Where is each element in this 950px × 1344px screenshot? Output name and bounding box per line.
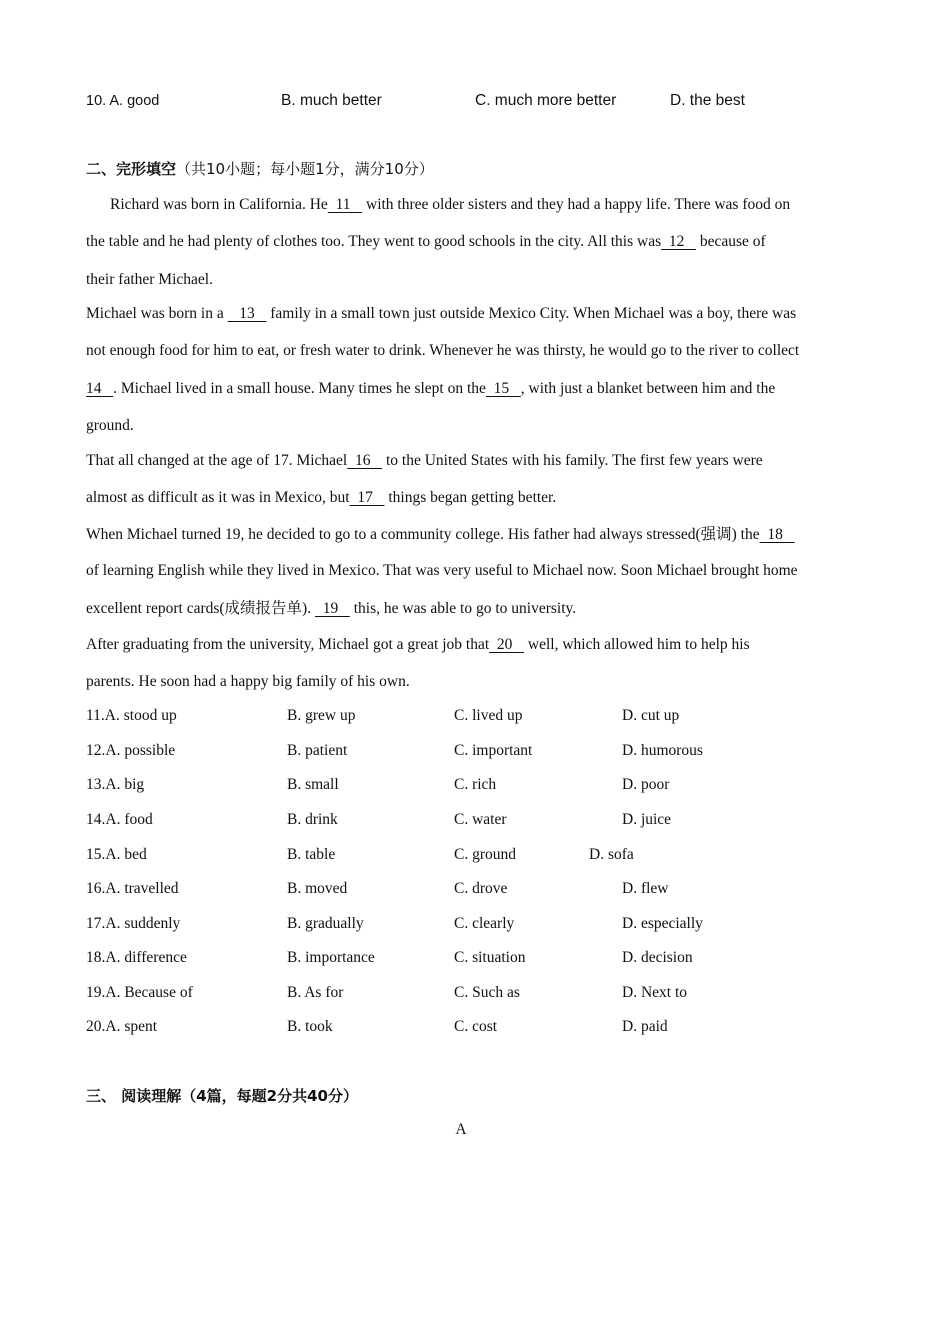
- blank-18: 18: [759, 526, 795, 543]
- q19-option-a: 19.A. Because of: [86, 984, 193, 1001]
- q11-option-b: B. grew up: [287, 707, 356, 724]
- q10-option-d: D. the best: [670, 92, 745, 109]
- q12-option-b: B. patient: [287, 742, 348, 759]
- passage-text: excellent report cards(成绩报告单).: [86, 600, 315, 617]
- passage-text: , with just a blanket between him and the: [520, 380, 776, 397]
- q13-option-c: C. rich: [454, 776, 497, 793]
- passage-label-a: A: [455, 1121, 467, 1138]
- q16-option-b: B. moved: [287, 880, 348, 897]
- passage-line: [86, 451, 763, 471]
- blank-17: 17: [349, 489, 385, 506]
- q13-option-a: 13.A. big: [86, 776, 145, 793]
- passage-line: not enough food for him to eat, or fresh water to drink. Whenever he was thirsty, he would go to the river to collect: [86, 342, 800, 359]
- passage-line: their father Michael.: [86, 271, 213, 288]
- blank-19: 19: [314, 600, 350, 617]
- passage-text: to the United States with his family. The first few years were: [382, 452, 763, 469]
- q10-option-a: 10. A. good: [86, 93, 160, 109]
- blank-16: 16: [347, 452, 383, 469]
- passage-text: When Michael turned 19, he decided to go to a community college. His father had always stressed(强调) the: [86, 526, 760, 543]
- blank-15: 15: [485, 380, 521, 397]
- passage-text: After graduating from the university, Michael got a great job that: [86, 636, 490, 653]
- section2-note: （共10小题；每小题1分，满分10分）: [176, 160, 434, 178]
- q16-option-a: 16.A. travelled: [86, 880, 179, 897]
- q11-option-c: C. lived up: [454, 707, 523, 724]
- passage-text: Richard was born in California. He: [110, 196, 328, 213]
- section2-heading: [86, 159, 434, 179]
- passage-line: [86, 635, 750, 655]
- q16-option-c: C. drove: [454, 880, 508, 897]
- passage-line: parents. He soon had a happy big family of his own.: [86, 673, 410, 690]
- passage-text: with three older sisters and they had a happy life. There was food on: [362, 196, 791, 213]
- q19-option-d: D. Next to: [622, 984, 688, 1001]
- passage-text: well, which allowed him to help his: [524, 636, 750, 653]
- passage-text: Michael was born in a: [86, 305, 228, 322]
- q19-option-c: C. Such as: [454, 984, 520, 1001]
- blank-12: 12: [661, 233, 696, 250]
- blank-11: 11: [327, 196, 363, 213]
- passage-line: [86, 525, 795, 545]
- q10-option-c: C. much more better: [475, 92, 617, 109]
- blank-20: 20: [489, 636, 525, 653]
- q12-option-d: D. humorous: [622, 742, 703, 759]
- q18-option-b: B. importance: [287, 949, 375, 966]
- q20-option-c: C. cost: [454, 1018, 498, 1035]
- passage-line: [86, 599, 576, 619]
- passage-text: family in a small town just outside Mexico City. When Michael was a boy, there was: [266, 305, 797, 322]
- passage-line: [86, 232, 766, 252]
- q17-option-c: C. clearly: [454, 915, 515, 932]
- q17-option-a: 17.A. suddenly: [86, 915, 181, 932]
- q10-option-b: B. much better: [281, 92, 382, 109]
- passage-line: [86, 488, 556, 508]
- q18-option-d: D. decision: [622, 949, 693, 966]
- q13-option-b: B. small: [287, 776, 339, 793]
- passage-line: [86, 379, 775, 399]
- passage-text: almost as difficult as it was in Mexico, but: [86, 489, 350, 506]
- q15-option-c: C. ground: [454, 846, 516, 863]
- q18-option-c: C. situation: [454, 949, 526, 966]
- q20-option-d: D. paid: [622, 1018, 668, 1035]
- blank-13: 13: [227, 305, 267, 322]
- passage-line: ground.: [86, 417, 134, 434]
- q12-option-c: C. important: [454, 742, 533, 759]
- passage-text: . Michael lived in a small house. Many times he slept on the: [113, 380, 486, 397]
- q19-option-b: B. As for: [287, 984, 344, 1001]
- q16-option-d: D. flew: [622, 880, 669, 897]
- q14-option-b: B. drink: [287, 811, 338, 828]
- q18-option-a: 18.A. difference: [86, 949, 187, 966]
- passage-text: That all changed at the age of 17. Michael: [86, 452, 348, 469]
- passage-line: [86, 304, 796, 324]
- q14-option-c: C. water: [454, 811, 507, 828]
- q17-option-d: D. especially: [622, 915, 703, 932]
- q20-option-b: B. took: [287, 1018, 333, 1035]
- q14-option-a: 14.A. food: [86, 811, 153, 828]
- passage-text: things began getting better.: [384, 489, 557, 506]
- passage-line: [110, 195, 790, 215]
- q15-option-a: 15.A. bed: [86, 846, 147, 863]
- q13-option-d: D. poor: [622, 776, 670, 793]
- passage-text: because of: [696, 233, 766, 250]
- section3-heading: 三、 阅读理解（4篇，每题2分共40分）: [86, 1087, 358, 1105]
- q11-option-d: D. cut up: [622, 707, 680, 724]
- passage-text: the table and he had plenty of clothes too. They went to good schools in the city. All this was: [86, 233, 662, 250]
- q15-option-b: B. table: [287, 846, 336, 863]
- q17-option-b: B. gradually: [287, 915, 364, 932]
- blank-14: 14: [86, 380, 114, 397]
- passage-line: of learning English while they lived in Mexico. That was very useful to Michael now. Soon Michael brought home: [86, 562, 798, 579]
- passage-text: this, he was able to go to university.: [349, 600, 577, 617]
- q11-option-a: 11.A. stood up: [86, 707, 177, 724]
- q12-option-a: 12.A. possible: [86, 742, 176, 759]
- q20-option-a: 20.A. spent: [86, 1018, 158, 1035]
- q14-option-d: D. juice: [622, 811, 672, 828]
- section2-title: 二、完形填空: [86, 160, 177, 178]
- q15-option-d: D. sofa: [589, 846, 634, 863]
